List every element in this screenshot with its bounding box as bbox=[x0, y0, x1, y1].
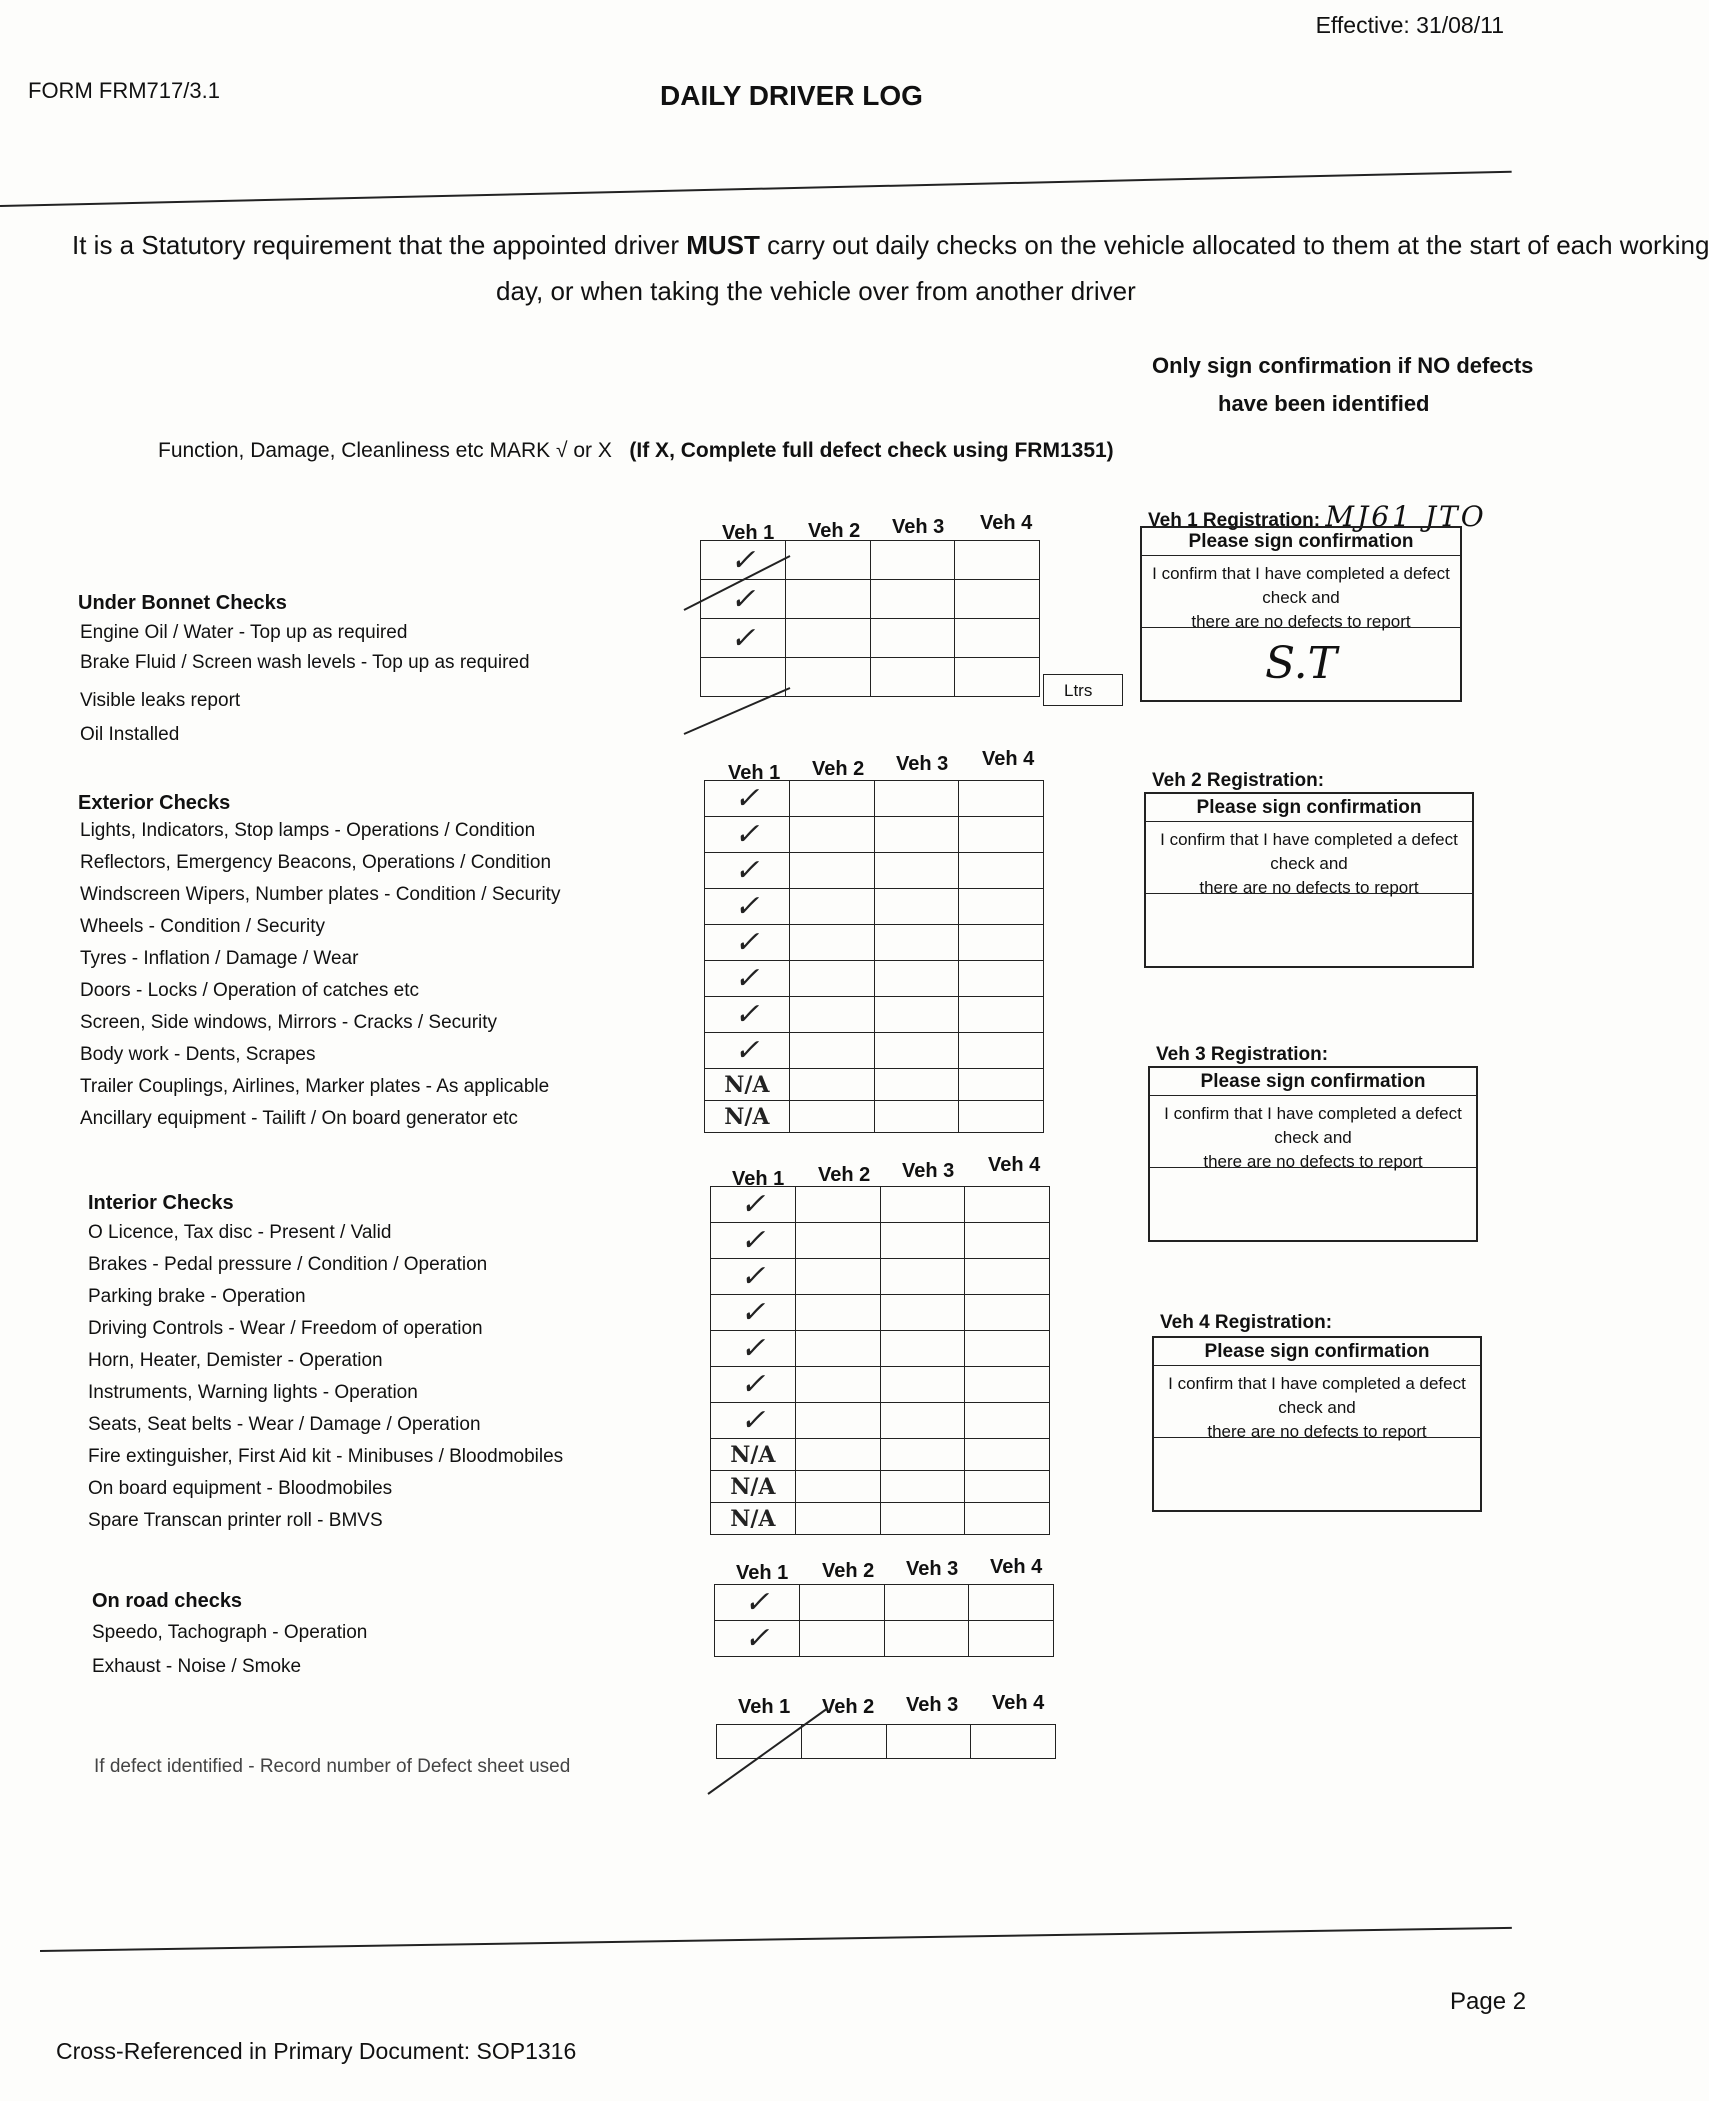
intro-must: MUST bbox=[686, 230, 760, 260]
intro-line-2: day, or when taking the vehicle over from another driver bbox=[496, 276, 1136, 306]
veh2-confirm-text bbox=[1146, 822, 1472, 897]
veh4-signature[interactable] bbox=[1154, 1438, 1480, 1510]
effective-date: Effective: 31/08/11 bbox=[1315, 12, 1504, 38]
veh1-reg-value[interactable]: MJ61 JTO bbox=[1325, 500, 1487, 533]
exterior-grid bbox=[704, 780, 1044, 1133]
ex-r3-veh2[interactable] bbox=[789, 853, 874, 889]
ex-r9-veh2[interactable] bbox=[789, 1069, 874, 1101]
in-r5-veh2[interactable] bbox=[795, 1331, 880, 1367]
veh4-confirm-text bbox=[1154, 1366, 1480, 1441]
ex-r1-veh2[interactable] bbox=[789, 781, 874, 817]
or-head-veh4: Veh 4 bbox=[990, 1556, 1043, 1578]
or-r1-veh3[interactable] bbox=[884, 1585, 969, 1621]
veh3-reg-label-text: Veh 3 Registration: bbox=[1156, 1044, 1329, 1065]
in-item-9: On board equipment - Bloodmobiles bbox=[88, 1478, 393, 1499]
page-title: DAILY DRIVER LOG bbox=[660, 80, 923, 111]
cross-reference: Cross-Referenced in Primary Document: SOP1316 bbox=[56, 2038, 577, 2064]
veh3-registration-label bbox=[1156, 1044, 1328, 1066]
ex-r6-veh2[interactable] bbox=[789, 961, 874, 997]
ex-r2-veh3[interactable] bbox=[874, 817, 959, 853]
in-item-8: Fire extinguisher, First Aid kit - Minibuses / Bloodmobiles bbox=[88, 1446, 564, 1467]
in-item-5: Horn, Heater, Demister - Operation bbox=[88, 1350, 383, 1371]
in-item-7: Seats, Seat belts - Wear / Damage / Operation bbox=[88, 1414, 481, 1435]
or-r2-veh1[interactable]: ✓ bbox=[715, 1621, 800, 1657]
in-r4-veh1[interactable]: ✓ bbox=[711, 1295, 796, 1331]
in-r10-veh3[interactable] bbox=[880, 1503, 965, 1535]
ub-item-3: Visible leaks report bbox=[80, 690, 241, 711]
ub-r4-veh4[interactable] bbox=[955, 658, 1040, 697]
or-r1-veh1[interactable]: ✓ bbox=[715, 1585, 800, 1621]
ub-r1-veh4[interactable] bbox=[955, 541, 1040, 580]
in-r8-veh3[interactable] bbox=[880, 1439, 965, 1471]
in-item-10: Spare Transcan printer roll - BMVS bbox=[88, 1510, 383, 1531]
ub-r1-veh1[interactable]: ✓ bbox=[701, 541, 786, 580]
intro-part1: It is a Statutory requirement that the appointed driver bbox=[72, 230, 687, 260]
ex-r5-veh2[interactable] bbox=[789, 925, 874, 961]
ex-r2-veh4[interactable] bbox=[959, 817, 1044, 853]
in-r9-veh3[interactable] bbox=[880, 1471, 965, 1503]
ub-r2-veh4[interactable] bbox=[955, 580, 1040, 619]
veh2-reg-label-text: Veh 2 Registration: bbox=[1152, 770, 1325, 791]
in-r3-veh4[interactable] bbox=[965, 1259, 1050, 1295]
ub-r3-veh3[interactable] bbox=[870, 619, 955, 658]
ub-head-veh3: Veh 3 bbox=[892, 516, 945, 538]
ex-r5-veh3[interactable] bbox=[874, 925, 959, 961]
or-item-2: Exhaust - Noise / Smoke bbox=[92, 1656, 302, 1677]
in-r1-veh3[interactable] bbox=[880, 1187, 965, 1223]
in-r1-veh2[interactable] bbox=[795, 1187, 880, 1223]
in-r7-veh2[interactable] bbox=[795, 1403, 880, 1439]
in-head-veh4: Veh 4 bbox=[988, 1154, 1041, 1176]
in-head-veh3: Veh 3 bbox=[902, 1160, 955, 1182]
sign-note-line-2: have been identified bbox=[1218, 391, 1430, 416]
veh4-reg-label-text: Veh 4 Registration: bbox=[1160, 1312, 1333, 1333]
ex-r7-veh4[interactable] bbox=[959, 997, 1044, 1033]
veh4-confirm-line2: there are no defects to report bbox=[1207, 1422, 1427, 1441]
or-r1-veh4[interactable] bbox=[969, 1585, 1054, 1621]
ex-r10-veh2[interactable] bbox=[789, 1101, 874, 1133]
ub-r2-veh1[interactable]: ✓ bbox=[701, 580, 786, 619]
df-head-veh4: Veh 4 bbox=[992, 1692, 1045, 1714]
ex-r5-veh4[interactable] bbox=[959, 925, 1044, 961]
ex-r10-veh4[interactable] bbox=[959, 1101, 1044, 1133]
ub-head-veh2: Veh 2 bbox=[808, 520, 861, 542]
veh4-confirm-line1: I confirm that I have completed a defect check and bbox=[1168, 1374, 1466, 1417]
ex-item-1: Lights, Indicators, Stop lamps - Operations / Condition bbox=[80, 820, 536, 841]
ex-r1-veh3[interactable] bbox=[874, 781, 959, 817]
ex-r6-veh1[interactable]: ✓ bbox=[705, 961, 790, 997]
or-r2-veh2[interactable] bbox=[799, 1621, 884, 1657]
in-r2-veh2[interactable] bbox=[795, 1223, 880, 1259]
ex-r2-veh1[interactable]: ✓ bbox=[705, 817, 790, 853]
instruction-bold: (If X, Complete full defect check using FRM1351) bbox=[629, 439, 1114, 462]
df-veh3[interactable] bbox=[886, 1725, 971, 1759]
ex-head-veh4: Veh 4 bbox=[982, 748, 1035, 770]
in-r4-veh2[interactable] bbox=[795, 1295, 880, 1331]
section-on-road: On road checks bbox=[92, 1590, 243, 1612]
in-item-2: Brakes - Pedal pressure / Condition / Operation bbox=[88, 1254, 488, 1275]
veh1-confirmation-box bbox=[1140, 526, 1462, 702]
litres-label: Ltrs bbox=[1064, 681, 1093, 700]
ub-r3-veh1[interactable]: ✓ bbox=[701, 619, 786, 658]
ex-r10-veh1[interactable]: N/A bbox=[705, 1101, 790, 1133]
veh1-confirm-title: Please sign confirmation bbox=[1142, 528, 1460, 556]
df-head-veh3: Veh 3 bbox=[906, 1694, 959, 1716]
ex-r1-veh4[interactable] bbox=[959, 781, 1044, 817]
veh1-signature[interactable]: S.T bbox=[1265, 638, 1337, 689]
veh4-registration-label bbox=[1160, 1312, 1332, 1334]
veh3-confirm-line2: there are no defects to report bbox=[1203, 1152, 1423, 1171]
ex-r3-veh4[interactable] bbox=[959, 853, 1044, 889]
ex-r8-veh2[interactable] bbox=[789, 1033, 874, 1069]
defect-crossout-strike bbox=[700, 1700, 840, 1800]
in-r2-veh4[interactable] bbox=[965, 1223, 1050, 1259]
in-r9-veh2[interactable] bbox=[795, 1471, 880, 1503]
in-r2-veh3[interactable] bbox=[880, 1223, 965, 1259]
in-r5-veh4[interactable] bbox=[965, 1331, 1050, 1367]
instruction-normal: Function, Damage, Cleanliness etc MARK √ or X bbox=[158, 439, 612, 462]
ex-r4-veh3[interactable] bbox=[874, 889, 959, 925]
or-r2-veh4[interactable] bbox=[969, 1621, 1054, 1657]
ex-r4-veh2[interactable] bbox=[789, 889, 874, 925]
ex-r6-veh4[interactable] bbox=[959, 961, 1044, 997]
ub-item-4: Oil Installed bbox=[80, 724, 180, 745]
in-r3-veh3[interactable] bbox=[880, 1259, 965, 1295]
ex-item-7: Screen, Side windows, Mirrors - Cracks / Security bbox=[80, 1012, 498, 1033]
in-item-1: O Licence, Tax disc - Present / Valid bbox=[88, 1222, 392, 1243]
ex-r8-veh1[interactable]: ✓ bbox=[705, 1033, 790, 1069]
in-r1-veh1[interactable]: ✓ bbox=[711, 1187, 796, 1223]
in-r6-veh4[interactable] bbox=[965, 1367, 1050, 1403]
header-rule bbox=[0, 171, 1512, 207]
ex-item-10: Ancillary equipment - Tailift / On board generator etc bbox=[80, 1108, 518, 1129]
ex-r9-veh1[interactable]: N/A bbox=[705, 1069, 790, 1101]
df-head-veh2: Veh 2 bbox=[822, 1696, 875, 1718]
in-r5-veh3[interactable] bbox=[880, 1331, 965, 1367]
ex-r7-veh2[interactable] bbox=[789, 997, 874, 1033]
interior-grid bbox=[710, 1186, 1050, 1535]
section-under-bonnet: Under Bonnet Checks bbox=[78, 592, 287, 614]
on-road-grid bbox=[714, 1584, 1054, 1657]
ub-r3-veh4[interactable] bbox=[955, 619, 1040, 658]
veh2-confirmation-box bbox=[1144, 792, 1474, 968]
ub-r4-veh3[interactable] bbox=[870, 658, 955, 697]
ex-head-veh2: Veh 2 bbox=[812, 758, 865, 780]
in-r8-veh2[interactable] bbox=[795, 1439, 880, 1471]
in-item-3: Parking brake - Operation bbox=[88, 1286, 306, 1307]
in-r2-veh1[interactable]: ✓ bbox=[711, 1223, 796, 1259]
mark-instruction bbox=[158, 440, 1114, 461]
veh2-registration-label bbox=[1152, 770, 1324, 792]
in-r6-veh2[interactable] bbox=[795, 1367, 880, 1403]
section-interior: Interior Checks bbox=[88, 1192, 234, 1214]
sign-note-line-1: Only sign confirmation if NO defects bbox=[1152, 353, 1534, 378]
df-veh4[interactable] bbox=[971, 1725, 1056, 1759]
in-r6-veh1[interactable]: ✓ bbox=[711, 1367, 796, 1403]
ex-r9-veh3[interactable] bbox=[874, 1069, 959, 1101]
ex-item-4: Wheels - Condition / Security bbox=[80, 916, 325, 937]
in-item-4: Driving Controls - Wear / Freedom of operation bbox=[88, 1318, 483, 1339]
in-r6-veh3[interactable] bbox=[880, 1367, 965, 1403]
veh3-confirm-text bbox=[1150, 1096, 1476, 1171]
ub-head-veh1: Veh 1 bbox=[722, 522, 775, 544]
veh4-confirm-title: Please sign confirmation bbox=[1154, 1338, 1480, 1366]
in-r10-veh1[interactable]: N/A bbox=[711, 1503, 796, 1535]
veh2-confirm-line1: I confirm that I have completed a defect check and bbox=[1160, 830, 1458, 873]
defect-label: If defect identified - Record number of Defect sheet used bbox=[94, 1756, 571, 1777]
in-r10-veh2[interactable] bbox=[795, 1503, 880, 1535]
ub-item-2: Brake Fluid / Screen wash levels - Top up as required bbox=[80, 652, 530, 673]
in-r7-veh3[interactable] bbox=[880, 1403, 965, 1439]
in-r5-veh1[interactable]: ✓ bbox=[711, 1331, 796, 1367]
in-r1-veh4[interactable] bbox=[965, 1187, 1050, 1223]
ex-r5-veh1[interactable]: ✓ bbox=[705, 925, 790, 961]
litres-box bbox=[1043, 674, 1123, 706]
form-code: FORM FRM717/3.1 bbox=[28, 78, 220, 103]
in-r3-veh2[interactable] bbox=[795, 1259, 880, 1295]
in-head-veh2: Veh 2 bbox=[818, 1164, 871, 1186]
footer-rule bbox=[40, 1927, 1512, 1952]
in-r4-veh4[interactable] bbox=[965, 1295, 1050, 1331]
veh4-confirmation-box bbox=[1152, 1336, 1482, 1512]
ub-crossout-strikes bbox=[680, 520, 800, 740]
or-head-veh3: Veh 3 bbox=[906, 1558, 959, 1580]
section-exterior: Exterior Checks bbox=[78, 792, 231, 814]
or-head-veh2: Veh 2 bbox=[822, 1560, 875, 1582]
in-r9-veh1[interactable]: N/A bbox=[711, 1471, 796, 1503]
page-number: Page 2 bbox=[1450, 1988, 1527, 2015]
ex-item-2: Reflectors, Emergency Beacons, Operations / Condition bbox=[80, 852, 552, 873]
ex-item-3: Windscreen Wipers, Number plates - Condition / Security bbox=[80, 884, 561, 905]
ex-r7-veh3[interactable] bbox=[874, 997, 959, 1033]
veh1-reg-label-text: Veh 1 Registration: bbox=[1148, 510, 1321, 531]
ex-item-5: Tyres - Inflation / Damage / Wear bbox=[80, 948, 359, 969]
ub-head-veh4: Veh 4 bbox=[980, 512, 1033, 534]
in-r4-veh3[interactable] bbox=[880, 1295, 965, 1331]
veh2-confirm-line2: there are no defects to report bbox=[1199, 878, 1419, 897]
ex-r4-veh1[interactable]: ✓ bbox=[705, 889, 790, 925]
in-r7-veh1[interactable]: ✓ bbox=[711, 1403, 796, 1439]
ex-r2-veh2[interactable] bbox=[789, 817, 874, 853]
ex-r3-veh3[interactable] bbox=[874, 853, 959, 889]
in-r7-veh4[interactable] bbox=[965, 1403, 1050, 1439]
in-r8-veh4[interactable] bbox=[965, 1439, 1050, 1471]
ex-item-9: Trailer Couplings, Airlines, Marker plates - As applicable bbox=[80, 1076, 550, 1097]
veh1-confirm-line2: there are no defects to report bbox=[1191, 612, 1411, 631]
ex-r3-veh1[interactable]: ✓ bbox=[705, 853, 790, 889]
intro-line-1 bbox=[72, 232, 1709, 258]
or-item-1: Speedo, Tachograph - Operation bbox=[92, 1622, 368, 1643]
veh1-confirm-line1: I confirm that I have completed a defect check and bbox=[1152, 564, 1450, 607]
ex-item-6: Doors - Locks / Operation of catches etc bbox=[80, 980, 419, 1001]
ex-r7-veh1[interactable]: ✓ bbox=[705, 997, 790, 1033]
ex-head-veh3: Veh 3 bbox=[896, 753, 949, 775]
in-r10-veh4[interactable] bbox=[965, 1503, 1050, 1535]
in-r3-veh1[interactable]: ✓ bbox=[711, 1259, 796, 1295]
ex-head-veh1: Veh 1 bbox=[728, 762, 781, 784]
in-item-6: Instruments, Warning lights - Operation bbox=[88, 1382, 418, 1403]
or-head-veh1: Veh 1 bbox=[736, 1562, 789, 1584]
df-head-veh1: Veh 1 bbox=[738, 1696, 791, 1718]
or-r2-veh3[interactable] bbox=[884, 1621, 969, 1657]
veh1-confirm-text bbox=[1142, 556, 1460, 631]
veh3-signature[interactable] bbox=[1150, 1168, 1476, 1240]
ex-r6-veh3[interactable] bbox=[874, 961, 959, 997]
ex-item-8: Body work - Dents, Scrapes bbox=[80, 1044, 316, 1065]
veh2-confirm-title: Please sign confirmation bbox=[1146, 794, 1472, 822]
veh2-signature[interactable] bbox=[1146, 894, 1472, 966]
ex-r8-veh4[interactable] bbox=[959, 1033, 1044, 1069]
ub-r1-veh3[interactable] bbox=[870, 541, 955, 580]
ex-r8-veh3[interactable] bbox=[874, 1033, 959, 1069]
veh3-confirmation-box bbox=[1148, 1066, 1478, 1242]
veh3-confirm-line1: I confirm that I have completed a defect check and bbox=[1164, 1104, 1462, 1147]
ex-r10-veh3[interactable] bbox=[874, 1101, 959, 1133]
in-head-veh1: Veh 1 bbox=[732, 1168, 785, 1190]
ex-r4-veh4[interactable] bbox=[959, 889, 1044, 925]
ub-r2-veh3[interactable] bbox=[870, 580, 955, 619]
intro-part2: carry out daily checks on the vehicle allocated to them at the start of each working bbox=[759, 230, 1709, 260]
ex-r9-veh4[interactable] bbox=[959, 1069, 1044, 1101]
ex-r1-veh1[interactable]: ✓ bbox=[705, 781, 790, 817]
or-r1-veh2[interactable] bbox=[799, 1585, 884, 1621]
in-r9-veh4[interactable] bbox=[965, 1471, 1050, 1503]
in-r8-veh1[interactable]: N/A bbox=[711, 1439, 796, 1471]
ub-item-1: Engine Oil / Water - Top up as required bbox=[80, 622, 408, 643]
veh3-confirm-title: Please sign confirmation bbox=[1150, 1068, 1476, 1096]
